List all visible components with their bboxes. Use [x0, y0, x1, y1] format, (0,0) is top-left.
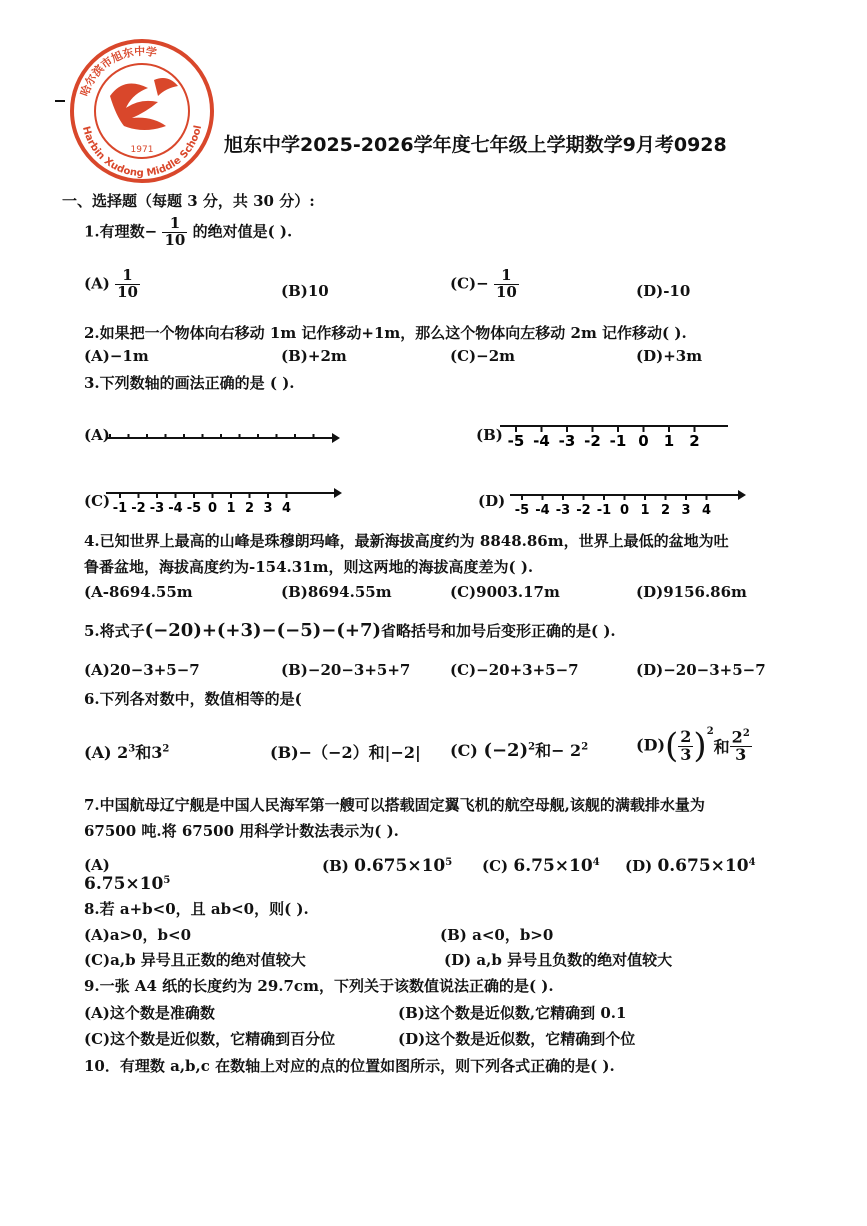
question-3-option-a-label: (A): [84, 426, 110, 444]
question-4-option-b: (B)8694.55m: [281, 583, 392, 601]
question-5-option-a: (A)20−3+5−7: [84, 661, 200, 679]
question-6-option-a: (A) $2^3$和$3^2$: [84, 743, 170, 762]
question-6-option-d: (D)( $\frac{2}{3}$ )$^2$和 $\frac{2^2}{3}$: [636, 726, 750, 766]
question-10-stem: 10．有理数 a,b,c 在数轴上对应的点的位置如图所示，则下列各式正确的是( ).: [84, 1057, 615, 1075]
tick-label: -2: [576, 503, 591, 518]
question-2-option-d: (D)+3m: [636, 347, 703, 365]
tick-label: 0: [638, 432, 649, 450]
tick-label: 3: [681, 503, 691, 518]
tick-label: 2: [689, 432, 700, 450]
question-9-option-b: (B)这个数是近似数,它精确到 0.1: [398, 1004, 627, 1022]
tick-label: -3: [555, 503, 571, 518]
number-line-d: [508, 486, 748, 522]
tick-label: 2: [660, 503, 671, 518]
tick-label: -4: [533, 432, 550, 450]
school-seal: [62, 36, 222, 186]
question-1-option-c: (C)− $\frac{1}{10}$: [450, 266, 517, 301]
tick-label: 4: [701, 503, 712, 518]
number-line-c: [104, 484, 344, 520]
question-2-option-a: (A)−1m: [84, 347, 149, 365]
tick-label: -3: [149, 501, 165, 516]
seal-bottom-text: Harbin Xudong Middle School: [80, 124, 205, 180]
question-5-stem: 5.将式子(−20)+(+3)−(−5)−(+7)省略括号和加号后变形正确的是( ).: [84, 620, 616, 641]
question-2-option-c: (C)−2m: [450, 347, 516, 365]
tick-label: -2: [584, 432, 601, 450]
question-6-option-c: (C) $(-2)^2$和− $2^2$: [450, 740, 589, 761]
tick-label: -3: [558, 432, 576, 450]
tick-label: -5: [507, 432, 525, 450]
tick-label: 4: [281, 501, 292, 516]
expression: (−20)+(+3)−(−5)−(+7): [144, 620, 382, 641]
question-2-stem: 2.如果把一个物体向右移动 1m 记作移动+1m，那么这个物体向左移动 2m 记作移动( ).: [84, 324, 687, 342]
question-9-option-c: (C)这个数是近似数，它精确到百分位: [84, 1030, 336, 1048]
question-1-stem: 1.有理数− $\frac{1}{10}$ 的绝对值是( ).: [84, 214, 293, 249]
seal-top-text: 哈尔滨市旭东中学: [78, 44, 158, 99]
exam-title: 旭东中学2025-2026学年度七年级上学期数学9月考0928: [224, 134, 727, 156]
question-1-option-b: (B)10: [281, 282, 329, 300]
question-5-option-d: (D)−20−3+5−7: [636, 661, 766, 679]
question-7-line-2: 67500 吨.将 67500 用科学计数法表示为( ).: [84, 822, 399, 840]
question-8-option-d: (D) a,b 异号且负数的绝对值较大: [444, 951, 673, 969]
question-4-option-c: (C)9003.17m: [450, 583, 560, 601]
question-1-option-a: (A) $\frac{1}{10}$: [84, 266, 138, 301]
tick-label: -5: [514, 503, 530, 518]
margin-dash: [55, 100, 65, 102]
seal-year: 1971: [130, 145, 154, 155]
question-3-option-d-label: (D): [478, 492, 506, 510]
question-8-stem: 8.若 a+b<0，且 ab<0，则( ).: [84, 900, 309, 918]
question-7-option-a: (A) $6.75\times 10^5$: [84, 856, 171, 894]
question-8-option-c: (C)a,b 异号且正数的绝对值较大: [84, 951, 306, 969]
tick-label: -1: [596, 503, 612, 518]
tick-label: 1: [226, 501, 236, 516]
question-3-stem: 3.下列数轴的画法正确的是 ( ).: [84, 374, 295, 392]
question-9-stem: 9.一张 A4 纸的长度约为 29.7cm，下列关于该数值说法正确的是( ).: [84, 977, 554, 995]
question-4-line-1: 4.已知世界上最高的山峰是珠穆朗玛峰，最新海拔高度约为 8848.86m，世界上最低的盆地为吐: [84, 532, 729, 550]
question-8-option-b: (B) a<0，b>0: [440, 926, 554, 944]
fraction: $\frac{1}{10}$: [164, 214, 186, 249]
question-7-option-c: (C) $6.75\times 10^4$: [482, 856, 600, 876]
question-6-stem: 6.下列各对数中，数值相等的是(: [84, 690, 302, 708]
question-2-option-b: (B)+2m: [281, 347, 347, 365]
question-1-option-d: (D)-10: [636, 282, 691, 300]
tick-label: 0: [207, 501, 218, 516]
question-3-option-c-label: (C): [84, 492, 111, 510]
question-8-option-a: (A)a>0，b<0: [84, 926, 192, 944]
number-line-a: [104, 428, 340, 448]
question-5-option-c: (C)−20+3+5−7: [450, 661, 579, 679]
question-7-option-b: (B) $0.675\times 10^5$: [322, 856, 453, 876]
tick-label: 0: [619, 503, 630, 518]
tick-label: -1: [609, 432, 627, 450]
tick-label: 1: [640, 503, 650, 518]
tick-label: 1: [663, 432, 675, 450]
question-7-line-1: 7.中国航母辽宁舰是中国人民海军第一艘可以搭载固定翼飞机的航空母舰,该舰的满载排水量为: [84, 796, 705, 814]
tick-label: -4: [168, 501, 183, 516]
question-4-option-d: (D)9156.86m: [636, 583, 747, 601]
tick-label: -5: [186, 501, 202, 516]
tick-label: -4: [535, 503, 550, 518]
question-9-option-d: (D)这个数是近似数，它精确到个位: [398, 1030, 636, 1048]
section-heading: 一、选择题（每题 3 分，共 30 分）:: [62, 192, 315, 210]
tick-label: 3: [263, 501, 273, 516]
question-4-option-a: (A-8694.55m: [84, 583, 193, 601]
tick-label: 2: [244, 501, 255, 516]
question-3-option-b-label: (B): [476, 426, 503, 444]
question-5-option-b: (B)−20−3+5+7: [281, 661, 411, 679]
tick-label: -2: [131, 501, 146, 516]
tick-label: -1: [112, 501, 128, 516]
question-7-option-d: (D) $0.675\times 10^4$: [625, 856, 756, 876]
question-9-option-a: (A)这个数是准确数: [84, 1004, 215, 1022]
question-4-line-2: 鲁番盆地，海拔高度约为-154.31m，则这两地的海拔高度差为( ).: [84, 558, 534, 576]
number-line-b: [498, 418, 730, 454]
question-6-option-b: (B)−（−2）和|−2|: [270, 743, 421, 762]
